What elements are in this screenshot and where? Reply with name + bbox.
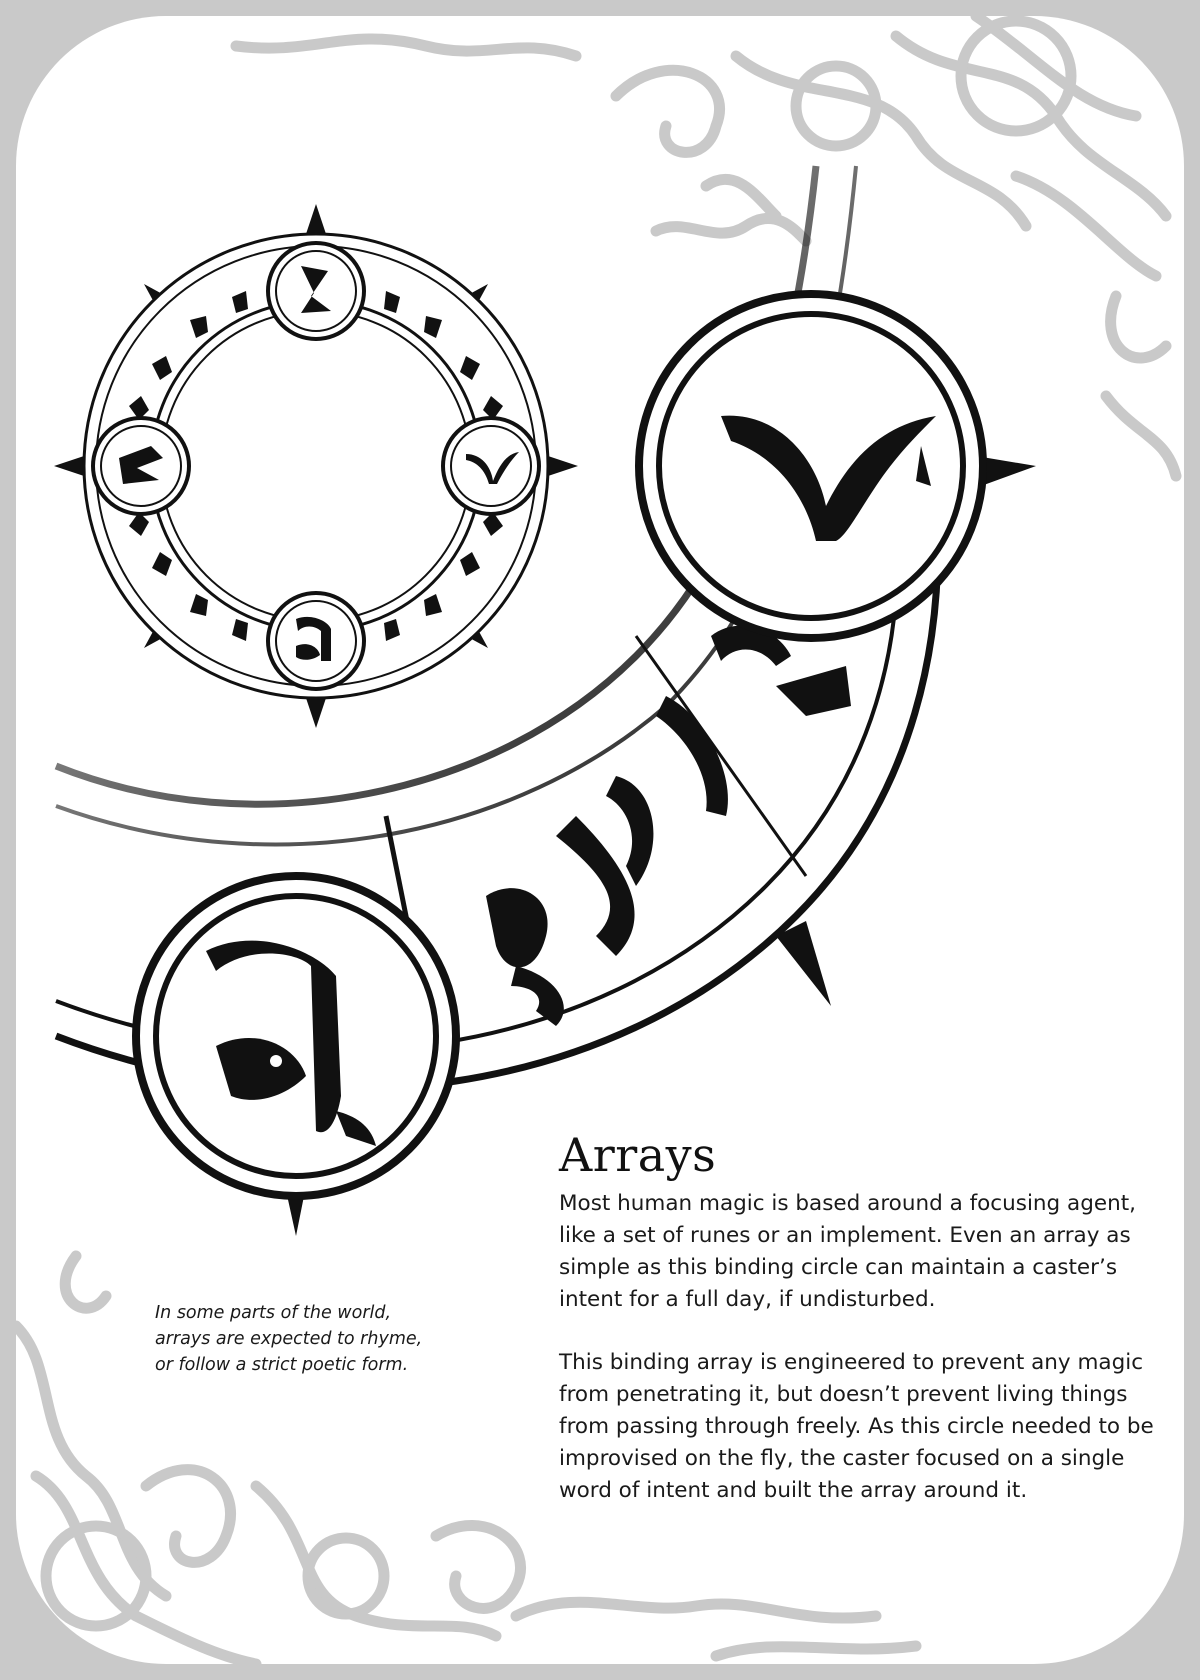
- band-runes: [486, 626, 851, 1026]
- medallion-right: [639, 294, 1036, 638]
- side-caption: [155, 1300, 455, 1378]
- article-paragraph: This binding array is engineered to prevent any magic from penetrating it, but doesn’t prevent living things from passing through freely. As this circle needed to be improvised on the fly, the caster focused on a single word of intent and built the array around it.: [559, 1350, 1154, 1503]
- page-sheet: [16, 16, 1184, 1664]
- small-medallion-bottom: [268, 593, 364, 689]
- small-binding-circle: [54, 204, 578, 728]
- article-paragraph: Most human magic is based around a focusing agent, like a set of runes or an implement. Even an array as simple as this binding circle can maintain a caster’s intent for a full day, if undisturbed.: [559, 1191, 1136, 1312]
- article-title: Arrays: [559, 1128, 717, 1182]
- caption-line: or follow a strict poetic form.: [155, 1355, 409, 1375]
- medallion-left: [136, 876, 831, 1236]
- caption-line: In some parts of the world,: [155, 1303, 392, 1323]
- article-body: [559, 1188, 1159, 1538]
- small-medallion-right: [443, 418, 539, 514]
- small-medallion-top: [268, 243, 364, 339]
- caption-line: arrays are expected to rhyme,: [155, 1329, 423, 1349]
- small-medallion-left: [93, 418, 189, 514]
